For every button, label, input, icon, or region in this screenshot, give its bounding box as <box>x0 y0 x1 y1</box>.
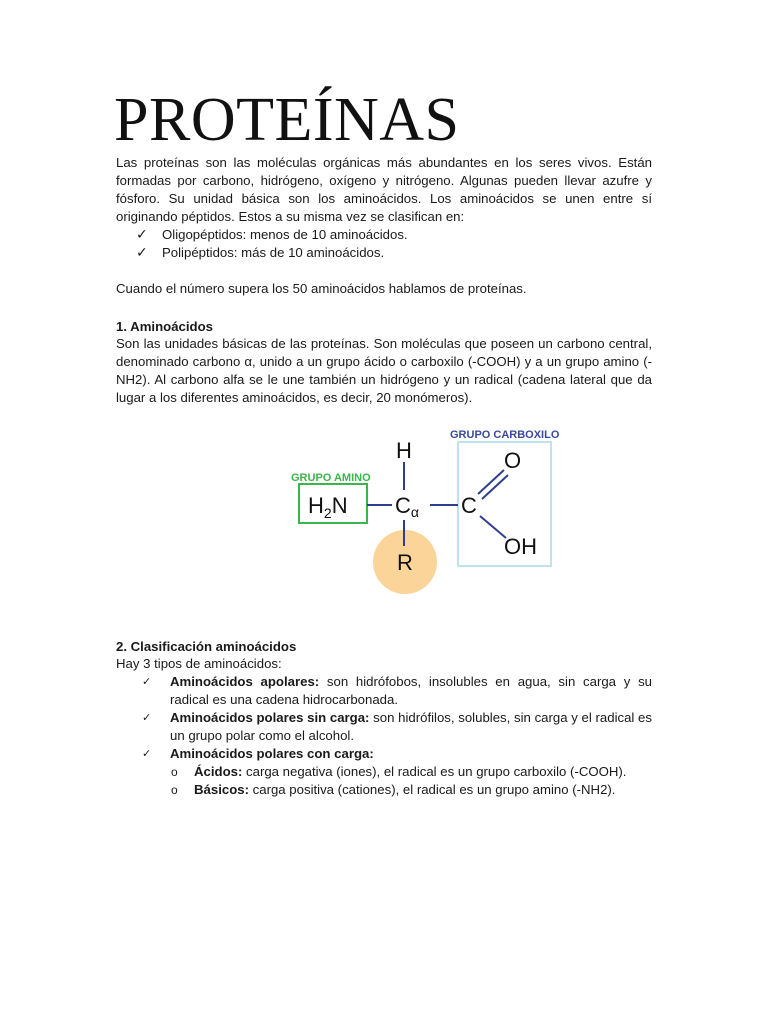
checkmark-icon: ✓ <box>136 226 148 242</box>
list-item: ✓ Polipéptidos: más de 10 aminoácidos. <box>136 244 385 260</box>
checkmark-icon: ✓ <box>142 712 152 724</box>
checkmark-icon: ✓ <box>142 676 152 688</box>
amino-group-label: GRUPO AMINO <box>291 472 371 484</box>
list-item: ✓ Aminoácidos apolares: son hidrófobos, insolubles en agua, sin carga y su radical es una cadena hidrocarbonada. <box>142 674 653 707</box>
list-item: o Ácidos: carga negativa (iones), el radical es un grupo carboxilo (-COOH). <box>171 764 627 779</box>
list-item: ✓ Aminoácidos polares sin carga: son hidrófilos, solubles, sin carga y el radical es un grupo polar como el alcohol. <box>142 710 652 743</box>
section-heading: 1. Aminoácidos <box>116 319 213 334</box>
atom-o: O <box>504 448 522 473</box>
atom-oh: OH <box>504 534 537 559</box>
list-item: ✓ Oligopéptidos: menos de 10 aminoácidos. <box>136 226 408 242</box>
checkmark-icon: ✓ <box>136 244 148 260</box>
amino-acid-structure-diagram <box>280 420 570 600</box>
amino-acid-type-list <box>116 673 652 763</box>
checkmark-icon: ✓ <box>142 748 152 760</box>
charged-subtype-list <box>116 763 626 799</box>
atom-r: R <box>397 550 413 575</box>
protein-note: Cuando el número supera los 50 aminoácidos hablamos de proteínas. <box>116 281 527 296</box>
atom-h2: $H_2N$ <box>308 493 348 521</box>
section-intro: Hay 3 tipos de aminoácidos: <box>116 656 282 671</box>
page-title: PROTEÍNAS <box>114 86 460 154</box>
circle-bullet-icon: o <box>171 783 178 797</box>
list-item: o Básicos: carga positiva (cationes), el radical es un grupo amino (-NH2). <box>171 782 616 797</box>
atom-c: C <box>461 493 477 518</box>
circle-bullet-icon: o <box>171 765 178 779</box>
peptide-list <box>116 226 408 262</box>
intro-paragraph: Las proteínas son las moléculas orgánicas más abundantes en los seres vivos. Están formadas por carbono, hidrógeno, oxígeno y nitrógeno. Algunas pueden llevar azufre y fósforo. Su unidad básica son los aminoácidos. Los aminoácidos se unen entre sí originando péptidos. Estos a su misma vez se clasifican en: <box>116 155 652 224</box>
atom-h: H <box>396 438 412 463</box>
list-item: ✓ Aminoácidos polares con carga: <box>142 746 374 761</box>
carboxyl-group-label: GRUPO CARBOXILO <box>450 429 560 441</box>
section-paragraph: Son las unidades básicas de las proteínas. Son moléculas que poseen un carbono central, denominado carbono α, unido a un grupo ácido o carboxilo (-COOH) y a un grupo amino (-NH2). Al carbono alfa se le une también un hidrógeno y un radical (cadena lateral que da lugar a los diferentes aminoácidos, es decir, 20 monómeros). <box>116 336 652 405</box>
atom-c-alpha: Cα <box>395 493 419 520</box>
section-heading: 2. Clasificación aminoácidos <box>116 639 297 654</box>
bond-oh <box>480 516 506 538</box>
